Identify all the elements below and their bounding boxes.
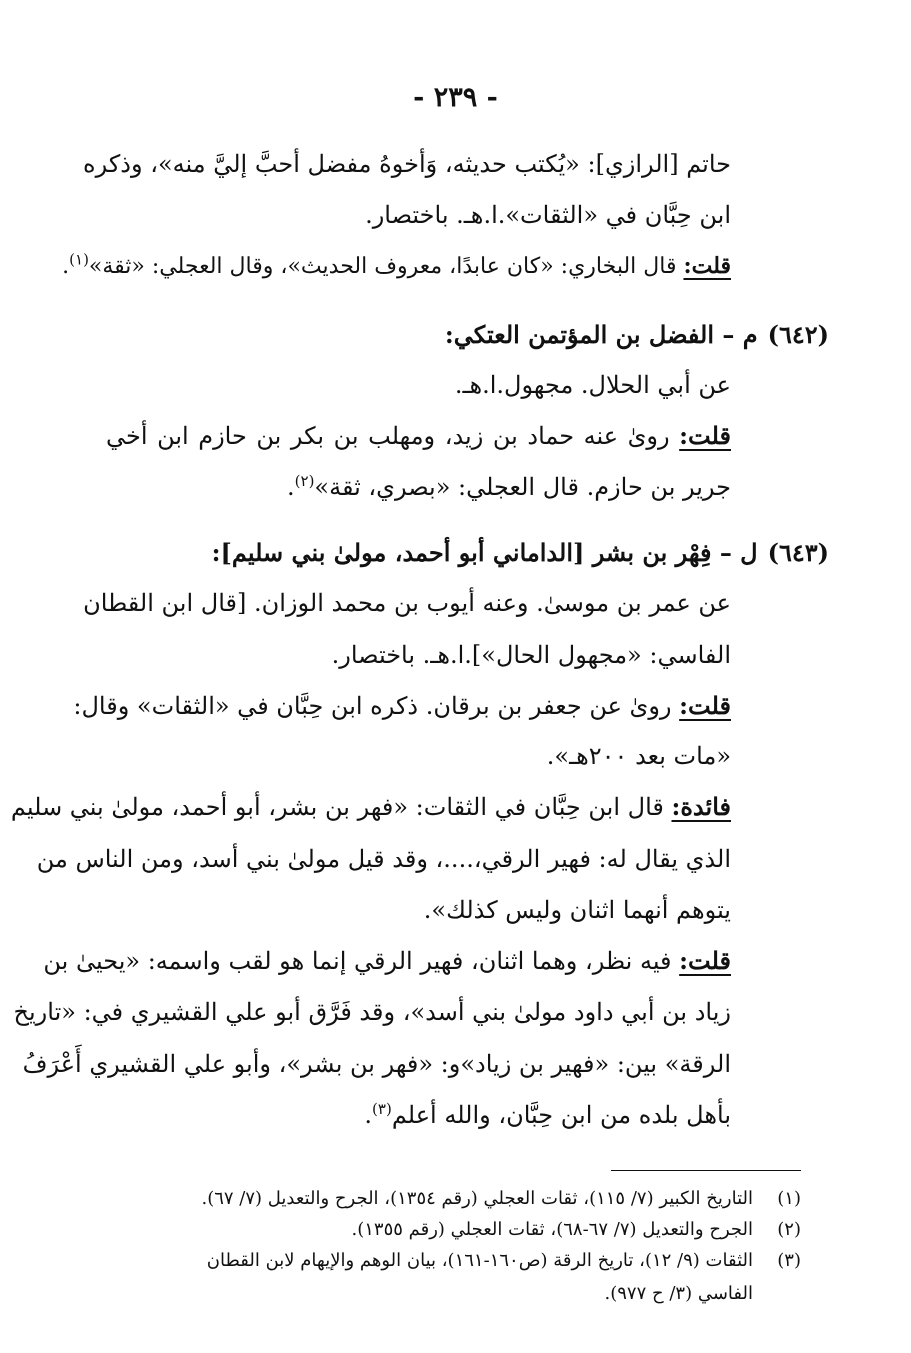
text-line: زياد بن أبي داود مولىٰ بني أسد»، وقد فَرَّق أبو علي القشيري في: «تاريخ [13,998,731,1026]
benefit-text: قال ابن حِبَّان في الثقات: «فهر بن بشر، أبو أحمد، مولىٰ بني سليم [10,793,672,821]
text-line [106,1098,731,1132]
footnote-text: التاريخ الكبير (٧/ ١١٥)، ثقات العجلي (رقم ١٣٥٤)، الجرح والتعديل (٧/ ٦٧). [201,1188,753,1209]
text-line: عن عمر بن موسىٰ. وعنه أيوب بن محمد الوزان. [قال ابن القطان [83,589,731,617]
text-line [43,944,731,978]
text-line [62,249,731,284]
text-line [73,689,731,723]
text-line: الذي يقال له: فهير الرقي،....، وقد قيل مولىٰ بني أسد، ومن الناس من [36,845,731,873]
remark-label: قلت: [683,253,731,279]
entry-heading [109,318,829,352]
text-line [10,790,731,824]
entry-number: (٦٤٢) [767,320,829,349]
remark-text: روىٰ عن جعفر بن برقان. ذكره ابن حِبَّان في «الثقات» وقال: [73,692,680,720]
footnote-ref[interactable]: (٢) [294,472,315,490]
entry-number: (٦٤٣) [767,538,829,567]
text-line: حاتم [الرازي]: «يُكتب حديثه، وَأخوهُ مفضل أحبَّ إليَّ منه»، وذكره [83,150,731,178]
text: بأهل بلده من ابن حِبَّان، والله أعلم [391,1101,731,1129]
footnote-divider [611,1170,801,1171]
entry-title: م – الفضل بن المؤتمن العتكي: [444,320,758,349]
text-line [106,419,731,453]
footnote [96,1248,801,1274]
text-line: ابن حِبَّان في «الثقات».ا.هـ. باختصار. [365,201,731,229]
text-line: يتوهم أنهما اثنان وليس كذلك». [423,896,731,924]
footnote-number: (٣) [777,1250,801,1271]
remark-text: قال البخاري: «كان عابدًا، معروف الحديث»، وقال العجلي: «ثقة» [88,254,684,279]
footnote-number: (٢) [777,1219,801,1240]
footnote [96,1217,801,1243]
remark-label: قلت: [679,946,731,975]
footnote-number: (١) [777,1188,801,1209]
text-line: الفاسي: «مجهول الحال»].ا.هـ. باختصار. [331,641,731,669]
remark-text: روىٰ عنه حماد بن زيد، ومهلب بن بكر بن حازم ابن أخي [106,422,680,450]
remark-text: فيه نظر، وهما اثنان، فهير الرقي إنما هو لقب واسمه: «يحيىٰ بن [43,947,680,975]
text-line [106,470,731,504]
entry-heading [109,536,829,570]
footnote-ref[interactable]: (٣) [372,1100,392,1118]
footnote-ref[interactable]: (١) [69,250,89,269]
benefit-label: فائدة: [671,792,731,821]
entry-title: ل – فِهْر بن بشر [الداماني أبو أحمد، مولىٰ بني سليم]: [211,538,758,567]
punct: . [62,254,70,279]
remark-label: قلت: [679,421,731,450]
footnote [96,1186,801,1212]
footnote-text: الثقات (٩/ ١٢)، تاريخ الرقة (ص١٦٠-١٦١)، بيان الوهم والإيهام لابن القطان [206,1250,753,1271]
punct: . [287,473,295,501]
text-line: عن أبي الحلال. مجهول.ا.هـ. [454,371,731,399]
page-number: - ٢٣٩ - [413,82,498,113]
text-line: الرقة» بين: «فهير بن زياد»و: «فهر بن بشر»، وأبو علي القشيري أَعْرَفُ [22,1050,731,1078]
footnote-text: الجرح والتعديل (٧/ ٦٧-٦٨)، ثقات العجلي (رقم ١٣٥٥). [351,1219,753,1240]
remark-label: قلت: [679,691,731,720]
punct: . [364,1101,373,1129]
footnote-continuation: الفاسي (٣/ ح ٩٧٧). [604,1283,753,1304]
text-line: «مات بعد ٢٠٠هـ». [546,742,731,770]
text: جرير بن حازم. قال العجلي: «بصري، ثقة» [314,473,731,501]
